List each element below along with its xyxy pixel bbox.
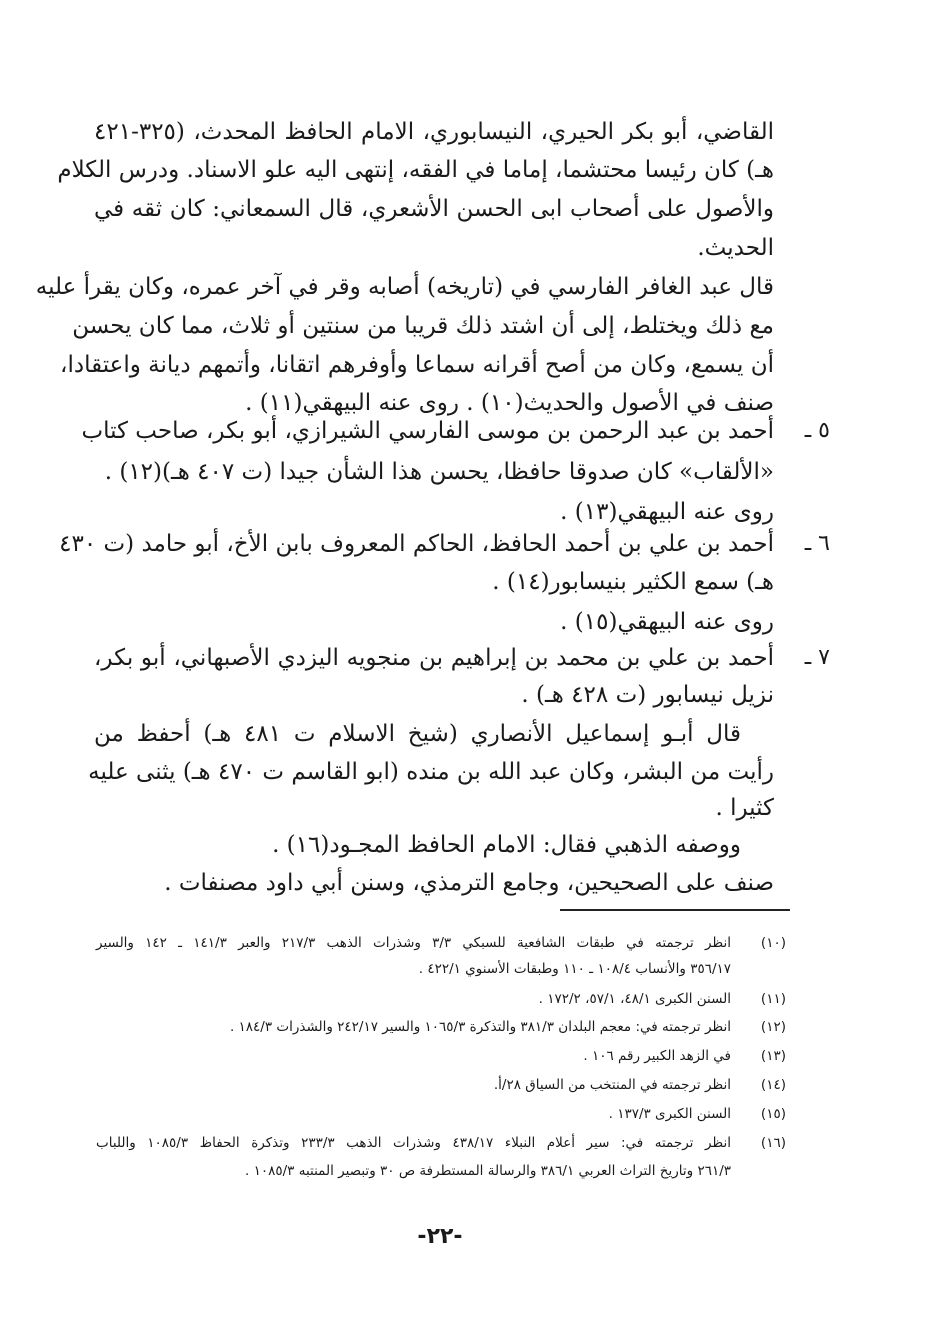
text-line: أحمد بن علي بن محمد بن إبراهيم بن منجويه اليزدي الأصبهاني، أبو بكر، xyxy=(94,645,774,671)
footnote-text: السنن الكبرى ١٣٧/٣ . xyxy=(608,1106,731,1122)
footnote-text: السنن الكبرى ٤٨/١، ٥٧/١، ١٧٢/٢ . xyxy=(538,991,731,1007)
footnote-text: انظر ترجمته في: معجم البلدان ٣٨١/٣ والتذكرة ١٠٦٥/٣ والسير ٢٤٢/١٧ والشذرات ١٨٤/٣ . xyxy=(229,1019,731,1035)
text-line: صنف في الأصول والحديث(١٠) . روى عنه البيهقي(١١) . xyxy=(245,390,774,416)
footnote-text: انظر ترجمته في طبقات الشافعية للسبكي ٣/٣ وشذرات الذهب ٢١٧/٣ والعبر ١٤١/٣ ـ ١٤٢ والسير xyxy=(96,935,731,951)
footnote-number: (١٢) xyxy=(760,1019,786,1035)
footnote-text: ٢٦١/٣ وتاريخ التراث العربي ٣٨٦/١ والرسالة المستطرفة ص ٣٠ وتبصير المنتبه ١٠٨٥/٣ . xyxy=(245,1163,731,1179)
footnote-divider xyxy=(560,909,790,911)
footnote-text: انظر ترجمته في المنتخب من السياق ٢٨/أ. xyxy=(493,1077,731,1093)
entry-number: ٦ ـ xyxy=(804,531,830,556)
text-line: أن يسمع، وكان من أصح أقرانه سماعا وأوفرهم اتقانا، وأتمهم ديانة واعتقادا، xyxy=(60,352,774,378)
footnote-number: (١٤) xyxy=(760,1077,786,1093)
text-line: أحمد بن علي بن أحمد الحافظ، الحاكم المعروف بابن الأخ، أبو حامد (ت ٤٣٠ xyxy=(59,531,774,557)
text-line: أحمد بن عبد الرحمن بن موسى الفارسي الشيرازي، أبو بكر، صاحب كتاب xyxy=(81,418,774,444)
footnote-number: (١١) xyxy=(760,991,786,1007)
text-line: رأيت من البشر، وكان عبد الله بن منده (ابو القاسم ت ٤٧٠ هـ) يثنى عليه xyxy=(88,759,774,785)
text-line: مع ذلك ويختلط، إلى أن اشتد ذلك قريبا من سنتين أو ثلاث، مما كان يحسن xyxy=(72,313,774,339)
footnote-text: انظر ترجمته في: سير أعلام النبلاء ٤٣٨/١٧ وشذرات الذهب ٢٣٣/٣ وتذكرة الحفاظ ١٠٨٥/٣ واللباب xyxy=(96,1135,731,1151)
text-line: والأصول على أصحاب ابى الحسن الأشعري، قال السمعاني: كان ثقه في xyxy=(94,196,774,222)
entry-number: ٥ ـ xyxy=(804,418,830,443)
text-line: القاضي، أبو بكر الحيري، النيسابوري، الامام الحافظ المحدث، (٣٢٥-٤٢١ xyxy=(94,119,774,145)
text-line: كثيرا . xyxy=(715,795,774,821)
text-line: هـ) كان رئيسا محتشما، إماما في الفقه، إنتهى اليه علو الاسناد. ودرس الكلام xyxy=(57,157,774,183)
footnote-number: (١٠) xyxy=(760,935,786,951)
text-line: روى عنه البيهقي(١٣) . xyxy=(560,499,774,525)
entry-number: ٧ ـ xyxy=(804,645,830,670)
text-line: الحديث. xyxy=(697,235,774,261)
text-line: روى عنه البيهقي(١٥) . xyxy=(560,609,774,635)
text-line: نزيل نيسابور (ت ٤٢٨ هـ) . xyxy=(521,682,774,708)
text-line: قال عبد الغافر الفارسي في (تاريخه) أصابه وقر في آخر عمره، وكان يقرأ عليه xyxy=(35,274,774,300)
footnote-text: ٣٥٦/١٧ والأنساب ١٠٨/٤ ـ ١١٠ وطبقات الأسنوي ٤٢٢/١ . xyxy=(418,961,731,977)
footnote-number: (١٥) xyxy=(760,1106,786,1122)
text-line: هـ) سمع الكثير بنيسابور(١٤) . xyxy=(492,569,774,595)
text-line: قال أبـو إسماعيل الأنصاري (شيخ الاسلام ت ٤٨١ هـ) أحفظ من xyxy=(94,721,741,747)
footnote-number: (١٣) xyxy=(760,1048,786,1064)
footnote-text: في الزهد الكبير رقم ١٠٦ . xyxy=(583,1048,731,1064)
text-line: «الألقاب» كان صدوقا حافظا، يحسن هذا الشأن جيدا (ت ٤٠٧ هـ)(١٢) . xyxy=(104,459,774,485)
page-number: -٢٢- xyxy=(417,1224,463,1249)
text-line: ووصفه الذهبي فقال: الامام الحافظ المجـود(١٦) . xyxy=(272,832,741,858)
text-line: صنف على الصحيحين، وجامع الترمذي، وسنن أبي داود مصنفات . xyxy=(164,870,774,896)
footnote-number: (١٦) xyxy=(760,1135,786,1151)
